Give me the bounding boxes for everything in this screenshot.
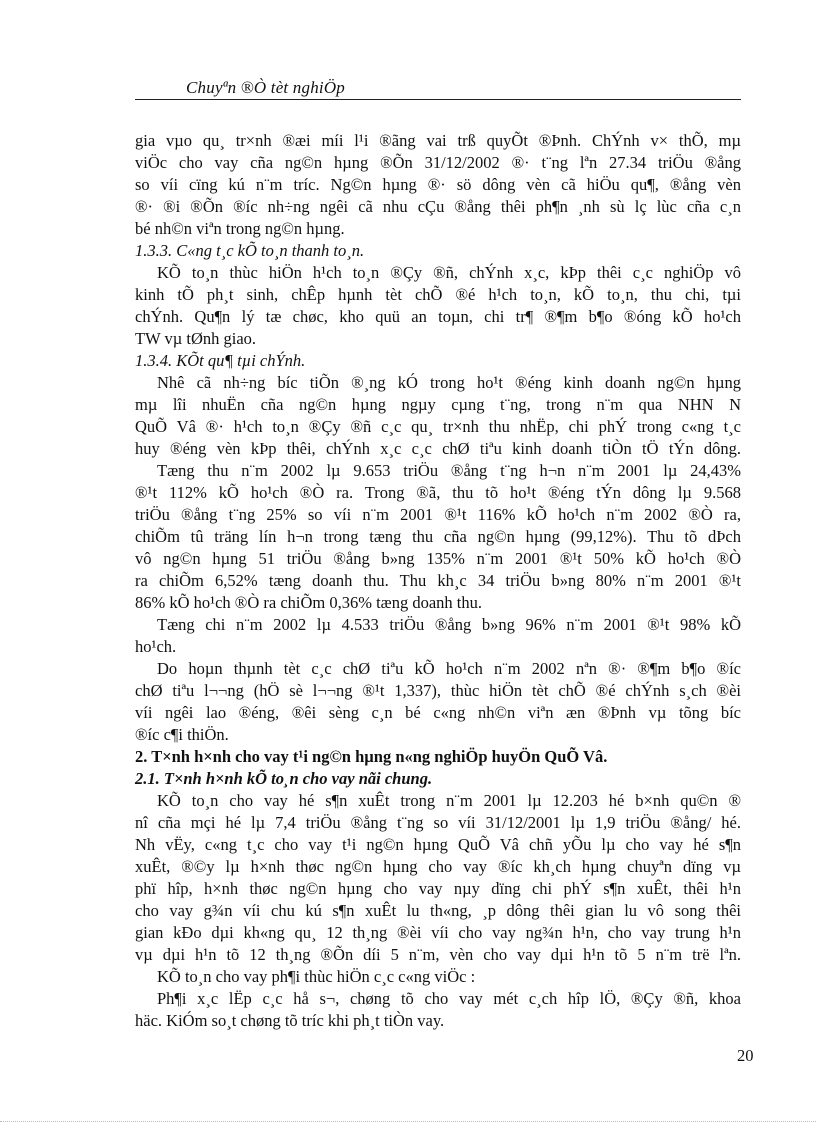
body-line: phï hîp, h×nh thøc ng©n hµng cho vay nµy dïng chi phÝ s¶n xuÊt, thêi h¹n [135, 879, 741, 898]
body-line: Nhê cã nh÷ng bíc tiÕn ®¸ng kÓ trong ho¹t ®éng kinh doanh ng©n hµng [157, 373, 741, 392]
body-line: KÕ to¸n thùc hiÖn h¹ch to¸n ®Çy ®ñ, chÝnh x¸c, kÞp thêi c¸c nghiÖp vô [157, 263, 741, 282]
body-line: QuÕ Vâ ®· h¹ch to¸n ®Çy ®ñ c¸c qu¸ tr×nh thu nhËp, chi phÝ trong c«ng t¸c [135, 417, 741, 436]
body-line: gian kÐo dµi kh«ng qu¸ 12 th¸ng ®èi víi cho vay ng¾n h¹n, cho vay trung h¹n [135, 923, 741, 942]
body-line: 2. T×nh h×nh cho vay t¹i ng©n hµng n«ng nghiÖp huyÖn QuÕ Vâ. [135, 747, 608, 766]
body-line: nî cña mçi hé lµ 7,4 triÖu ®ång t¨ng so víi 31/12/2001 lµ 1,9 triÖu ®ång/ hé. [135, 813, 741, 832]
body-line: triÖu ®ång t¨ng 25% so víi n¨m 2001 ®¹t 116% kÕ ho¹ch n¨m 2002 ®Ò ra, [135, 505, 741, 524]
body-line: gia vµo qu¸ tr×nh ®æi míi l¹i ®ãng vai trß quyÕt ®Þnh. ChÝnh v× thÕ, mµ [135, 131, 741, 150]
body-line: vô ng©n hµng 51 triÖu ®ång b»ng 135% n¨m 2001 ®¹t 50% kÕ ho¹ch ®Ò [135, 549, 741, 568]
body-line: chØ tiªu l¬¬ng (hÖ sè l¬¬ng ®¹t 1,337), thùc hiÖn tèt chÕ ®é chÝnh s¸ch ®èi [135, 681, 741, 700]
body-line: xuÊt, ®©y lµ h×nh thøc ng©n hµng cho vay ®íc kh¸ch hµng chuyªn dïng vµ [135, 857, 741, 876]
body-line: bé nh©n viªn trong ng©n hµng. [135, 219, 345, 238]
body-line: 2.1. T×nh h×nh kÕ to¸n cho vay nãi chung. [135, 769, 433, 788]
body-line: 1.3.3. C«ng t¸c kÕ to¸n thanh to¸n. [135, 241, 365, 260]
body-line: huy ®éng vèn kÞp thêi, chÝnh x¸c c¸c chØ tiªu kinh doanh tiÒn tÖ tÝn dông. [135, 439, 741, 458]
page-bottom-divider [0, 1121, 816, 1122]
body-line: kinh tÕ ph¸t sinh, chÊp hµnh tèt chÕ ®é h¹ch to¸n, kÕ to¸n, thu chi, tµi [135, 285, 741, 304]
body-line: Ph¶i x¸c lËp c¸c hå s¬, chøng tõ cho vay mét c¸ch hîp lÖ, ®Çy ®ñ, khoa [157, 989, 741, 1008]
body-line: chÝnh. Qu¶n lý tæ chøc, kho quü an toµn, chi tr¶ ®¶m b¶o ®óng kÕ ho¹ch [135, 307, 741, 326]
body-line: so víi cïng kú n¨m tríc. Ng©n hµng ®· sö dông vèn cã hiÖu qu¶, ®ång vèn [135, 175, 741, 194]
body-line: ®íc c¶i thiÖn. [135, 725, 229, 744]
body-line: cho vay g¾n víi chu kú s¶n xuÊt lu th«ng, ¸p dông thêi gian lu vô song thêi [135, 901, 741, 920]
body-line: ho¹ch. [135, 637, 177, 656]
body-line: häc. KiÓm so¸t chøng tõ tríc khi ph¸t tiÒn vay. [135, 1011, 445, 1030]
page-header-title: Chuyªn ®Ò tèt nghiÖp [186, 78, 346, 97]
body-line: ®¹t 112% kÕ ho¹ch ®Ò ra. Trong ®ã, thu tõ ho¹t ®éng tÝn dông lµ 9.568 [135, 483, 741, 502]
header-divider [135, 99, 741, 100]
body-line: 1.3.4. KÕt qu¶ tµi chÝnh. [135, 351, 306, 370]
document-body [135, 130, 741, 1032]
body-line: TW vµ tØnh giao. [135, 329, 257, 348]
body-line: chiÕm tû träng lín h¬n trong tæng thu cña ng©n hµng (99,12%). Thu tõ dÞch [135, 527, 741, 546]
body-line: KÕ to¸n cho vay hé s¶n xuÊt trong n¨m 2001 lµ 12.203 hé b×nh qu©n ® [157, 791, 741, 810]
body-line: viÖc cho vay cña ng©n hµng ®Õn 31/12/2002 ®· t¨ng lªn 27.34 triÖu ®ång [135, 153, 741, 172]
body-line: ra chiÕm 6,52% tæng doanh thu. Thu kh¸c 34 triÖu b»ng 80% n¨m 2001 ®¹t [135, 571, 741, 590]
body-line: vµ dµi h¹n tõ 12 th¸ng ®Õn díi 5 n¨m, vèn cho vay dµi h¹n tõ 5 n¨m trë lªn. [135, 945, 741, 964]
body-line: KÕ to¸n cho vay ph¶i thùc hiÖn c¸c c«ng viÖc : [157, 967, 476, 986]
body-line: Tæng thu n¨m 2002 lµ 9.653 triÖu ®ång t¨ng h¬n n¨m 2001 lµ 24,43% [157, 461, 741, 480]
body-line: 86% kÕ ho¹ch ®Ò ra chiÕm 0,36% tæng doanh thu. [135, 593, 482, 612]
body-line: mµ lîi nhuËn cña ng©n hµng ngµy cµng t¨ng, trong n¨m qua NHN N [135, 395, 741, 414]
body-line: Nh vËy, c«ng t¸c cho vay t¹i ng©n hµng QuÕ Vâ chñ yÕu lµ cho vay hé s¶n [135, 835, 741, 854]
body-line: ®· ®i ®Õn ®íc nh÷ng ngêi cã nhu cÇu ®ång thêi ph¶n ¸nh sù lç lùc cña c¸n [135, 197, 741, 216]
body-line: víi ngêi lao ®éng, ®êi sèng c¸n bé c«ng nh©n viªn æn ®Þnh vµ tõng bíc [135, 703, 741, 722]
body-line: Do hoµn thµnh tèt c¸c chØ tiªu kÕ ho¹ch n¨m 2002 nªn ®· ®¶m b¶o ®íc [157, 659, 741, 678]
body-line: Tæng chi n¨m 2002 lµ 4.533 triÖu ®ång b»ng 96% n¨m 2001 ®¹t 98% kÕ [157, 615, 741, 634]
page-number: 20 [737, 1046, 754, 1065]
